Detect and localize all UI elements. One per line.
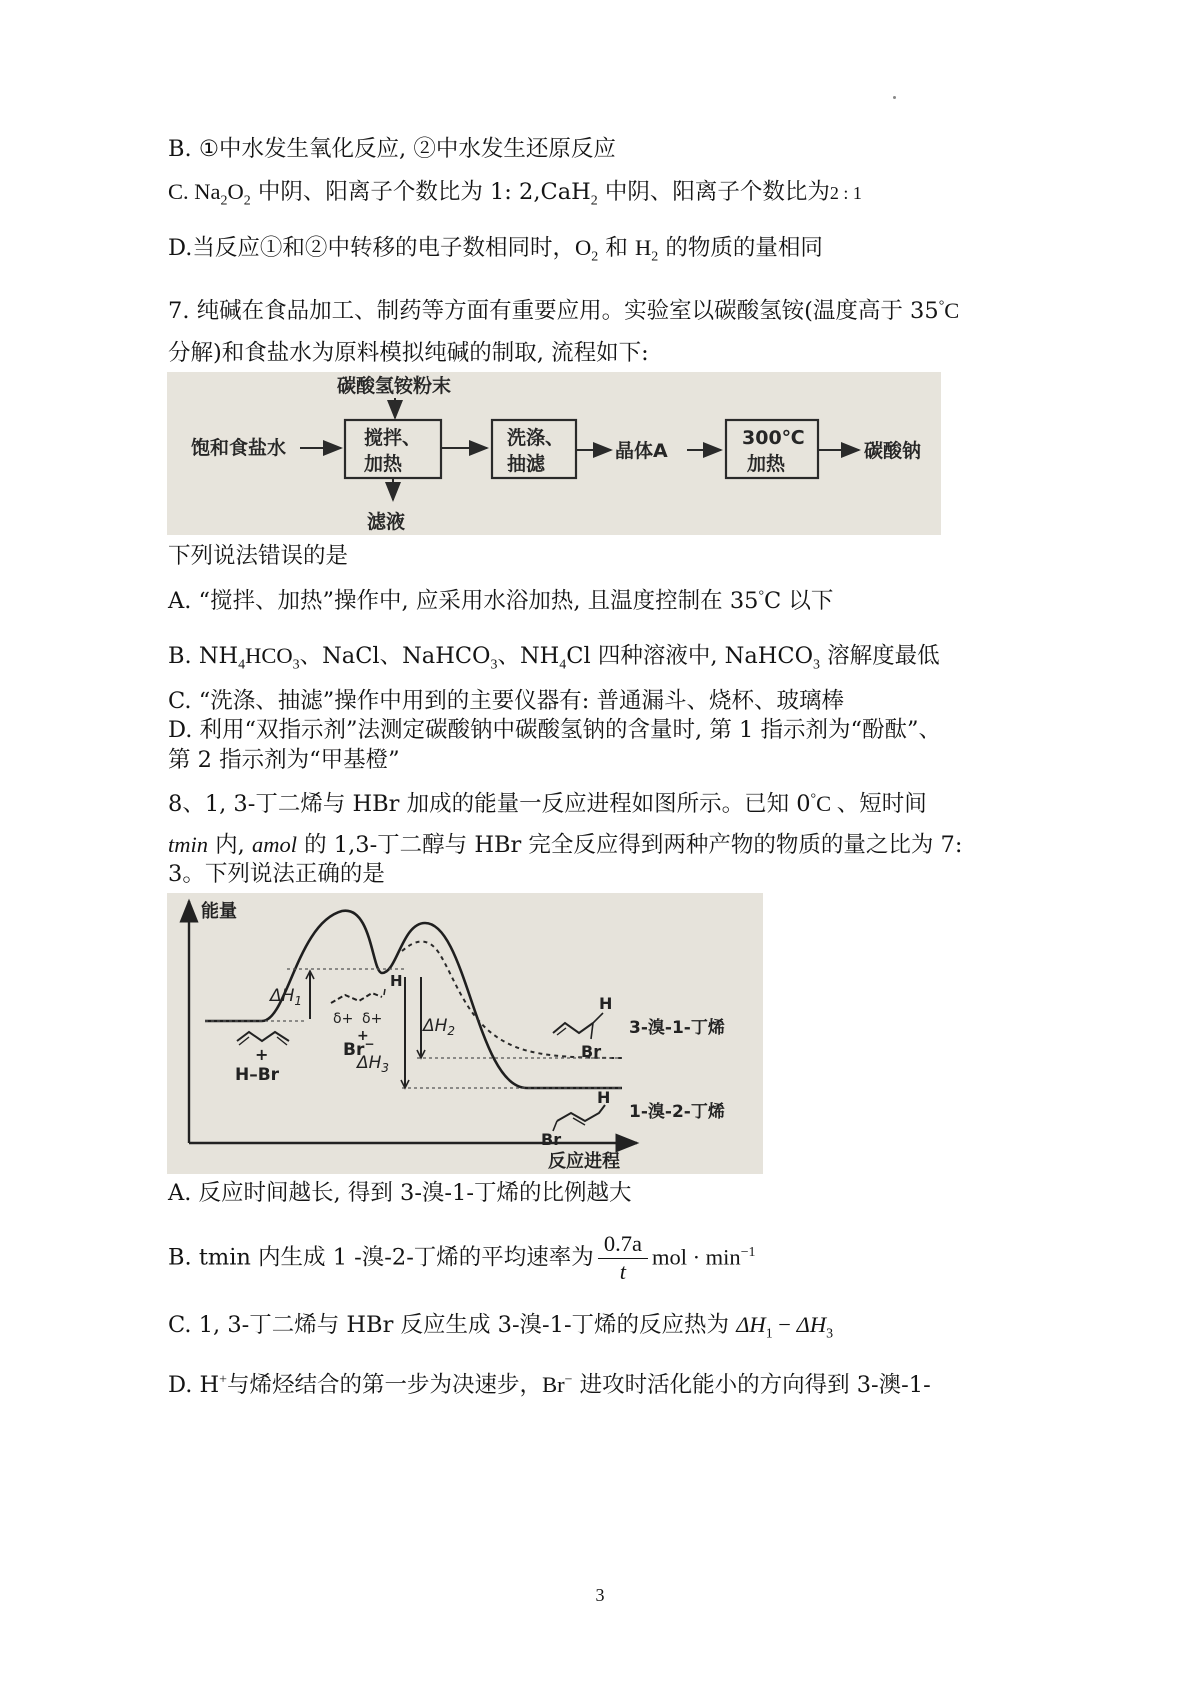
product2-name: 1-溴-2-丁烯 xyxy=(629,1102,725,1122)
flow-crystal-a: 晶体A xyxy=(615,440,668,462)
q7-question: 下列说法错误的是 xyxy=(168,543,349,569)
q6-option-c: C. $Na_2O_2$ 中阴、阳离子个数比为 1: 2,CaH$_2$ 中阴、阳离子个数比为2 : 1 xyxy=(168,179,862,209)
flowchart-figure xyxy=(167,372,941,535)
product1-name: 3-溴-1-丁烯 xyxy=(629,1018,725,1038)
q7-option-d-line2: 第 2 指示剂为“甲基橙” xyxy=(168,747,400,773)
q8-option-a: A. 反应时间越长, 得到 3-溴-1-丁烯的比例越大 xyxy=(168,1180,632,1206)
q7-stem-line1: 7. 纯碱在食品加工、制药等方面有重要应用。实验室以碳酸氢铵(温度高于 35°C xyxy=(168,298,960,324)
q8-stem-line1: 8、1, 3-丁二烯与 HBr 加成的能量一反应进程如图所示。已知 0°C 、短时间 xyxy=(168,791,927,817)
product2-h: H xyxy=(597,1088,611,1107)
scan-speck xyxy=(893,96,896,99)
x-axis-label: 反应进程 xyxy=(548,1151,620,1172)
dh1-label: $\Delta H_1$ xyxy=(270,986,303,1008)
flow-input-top: 碳酸氢铵粉末 xyxy=(337,375,452,397)
q6-option-b: B. ①中水发生氧化反应, ②中水发生还原反应 xyxy=(168,136,616,162)
flow-box2-line1: 洗涤、 xyxy=(507,427,565,449)
flow-product: 碳酸钠 xyxy=(864,440,922,462)
flow-input-left: 饱和食盐水 xyxy=(191,437,287,459)
q8-option-c: C. 1, 3-丁二烯与 HBr 反应生成 3-溴-1-丁烯的反应热为 $\Delta H_1 - \Delta H_3$ xyxy=(168,1312,834,1342)
intermediate-plus: + xyxy=(357,1028,369,1044)
q7-option-d-line1: D. 利用“双指示剂”法测定碳酸钠中碳酸氢钠的含量时, 第 1 指示剂为“酚酞”、 xyxy=(168,717,941,743)
y-axis-label: 能量 xyxy=(201,901,237,922)
bromide-ion: Br− xyxy=(343,1037,375,1060)
reactant-plus: + xyxy=(255,1045,269,1064)
flow-filtrate: 滤液 xyxy=(367,511,406,533)
q7-option-c: C. “洗涤、抽滤”操作中用到的主要仪器有: 普通漏斗、烧杯、玻璃棒 xyxy=(168,688,844,714)
energy-diagram-figure xyxy=(167,893,763,1174)
delta-plus-1: δ+ xyxy=(333,1011,354,1027)
dh2-label: $\Delta H_2$ xyxy=(423,1016,456,1038)
q7-option-b: B. $NH_4HCO_3$、NaCl、NaHCO$_3$、$NH_4Cl$ 四种溶液中, NaHCO$_3$ 溶解度最低 xyxy=(168,643,940,673)
reactant-hbr: H–Br xyxy=(235,1065,280,1085)
rate-fraction: $\frac{0.7a}{t}$ xyxy=(598,1232,648,1285)
q8-option-b: B. tmin 内生成 1 -溴-2-丁烯的平均速率为 $\frac{0.7a}{t}$ mol · $\min^{-1}$ xyxy=(168,1231,756,1284)
flow-box3-line2: 加热 xyxy=(747,453,786,475)
q8-option-d: D. H+与烯烃结合的第一步为决速步，Br− 进攻时活化能小的方向得到 3-澳-1- xyxy=(168,1372,931,1398)
page-number: 3 xyxy=(595,1585,605,1605)
delta-plus-2: δ+ xyxy=(362,1011,383,1027)
flow-box2-line2: 抽滤 xyxy=(507,453,546,475)
product1-br: Br xyxy=(581,1042,602,1061)
q8-stem-line2: tmin 内, amol 的 1,3-丁二醇与 HBr 完全反应得到两种产物的物质的量之比为 7: xyxy=(168,832,963,858)
dh3-label: $\Delta H_3$ xyxy=(357,1053,390,1075)
product1-h: H xyxy=(599,994,613,1013)
q7-stem-line2: 分解)和食盐水为原料模拟纯碱的制取, 流程如下: xyxy=(168,340,649,366)
product2-br: Br xyxy=(541,1130,562,1149)
q8-stem-line3: 3。下列说法正确的是 xyxy=(168,861,385,887)
flow-box3-line1: 300℃ xyxy=(742,427,805,449)
intermediate-h: H xyxy=(390,972,403,990)
flow-box1-line2: 加热 xyxy=(364,453,403,475)
flow-box1-line1: 搅拌、 xyxy=(364,427,422,449)
q6-option-d: D.当反应①和②中转移的电子数相同时，$O_2$ 和 $H_2$ 的物质的量相同 xyxy=(168,235,823,265)
q7-option-a: A. “搅拌、加热”操作中, 应采用水浴加热, 且温度控制在 35°C 以下 xyxy=(168,588,834,614)
